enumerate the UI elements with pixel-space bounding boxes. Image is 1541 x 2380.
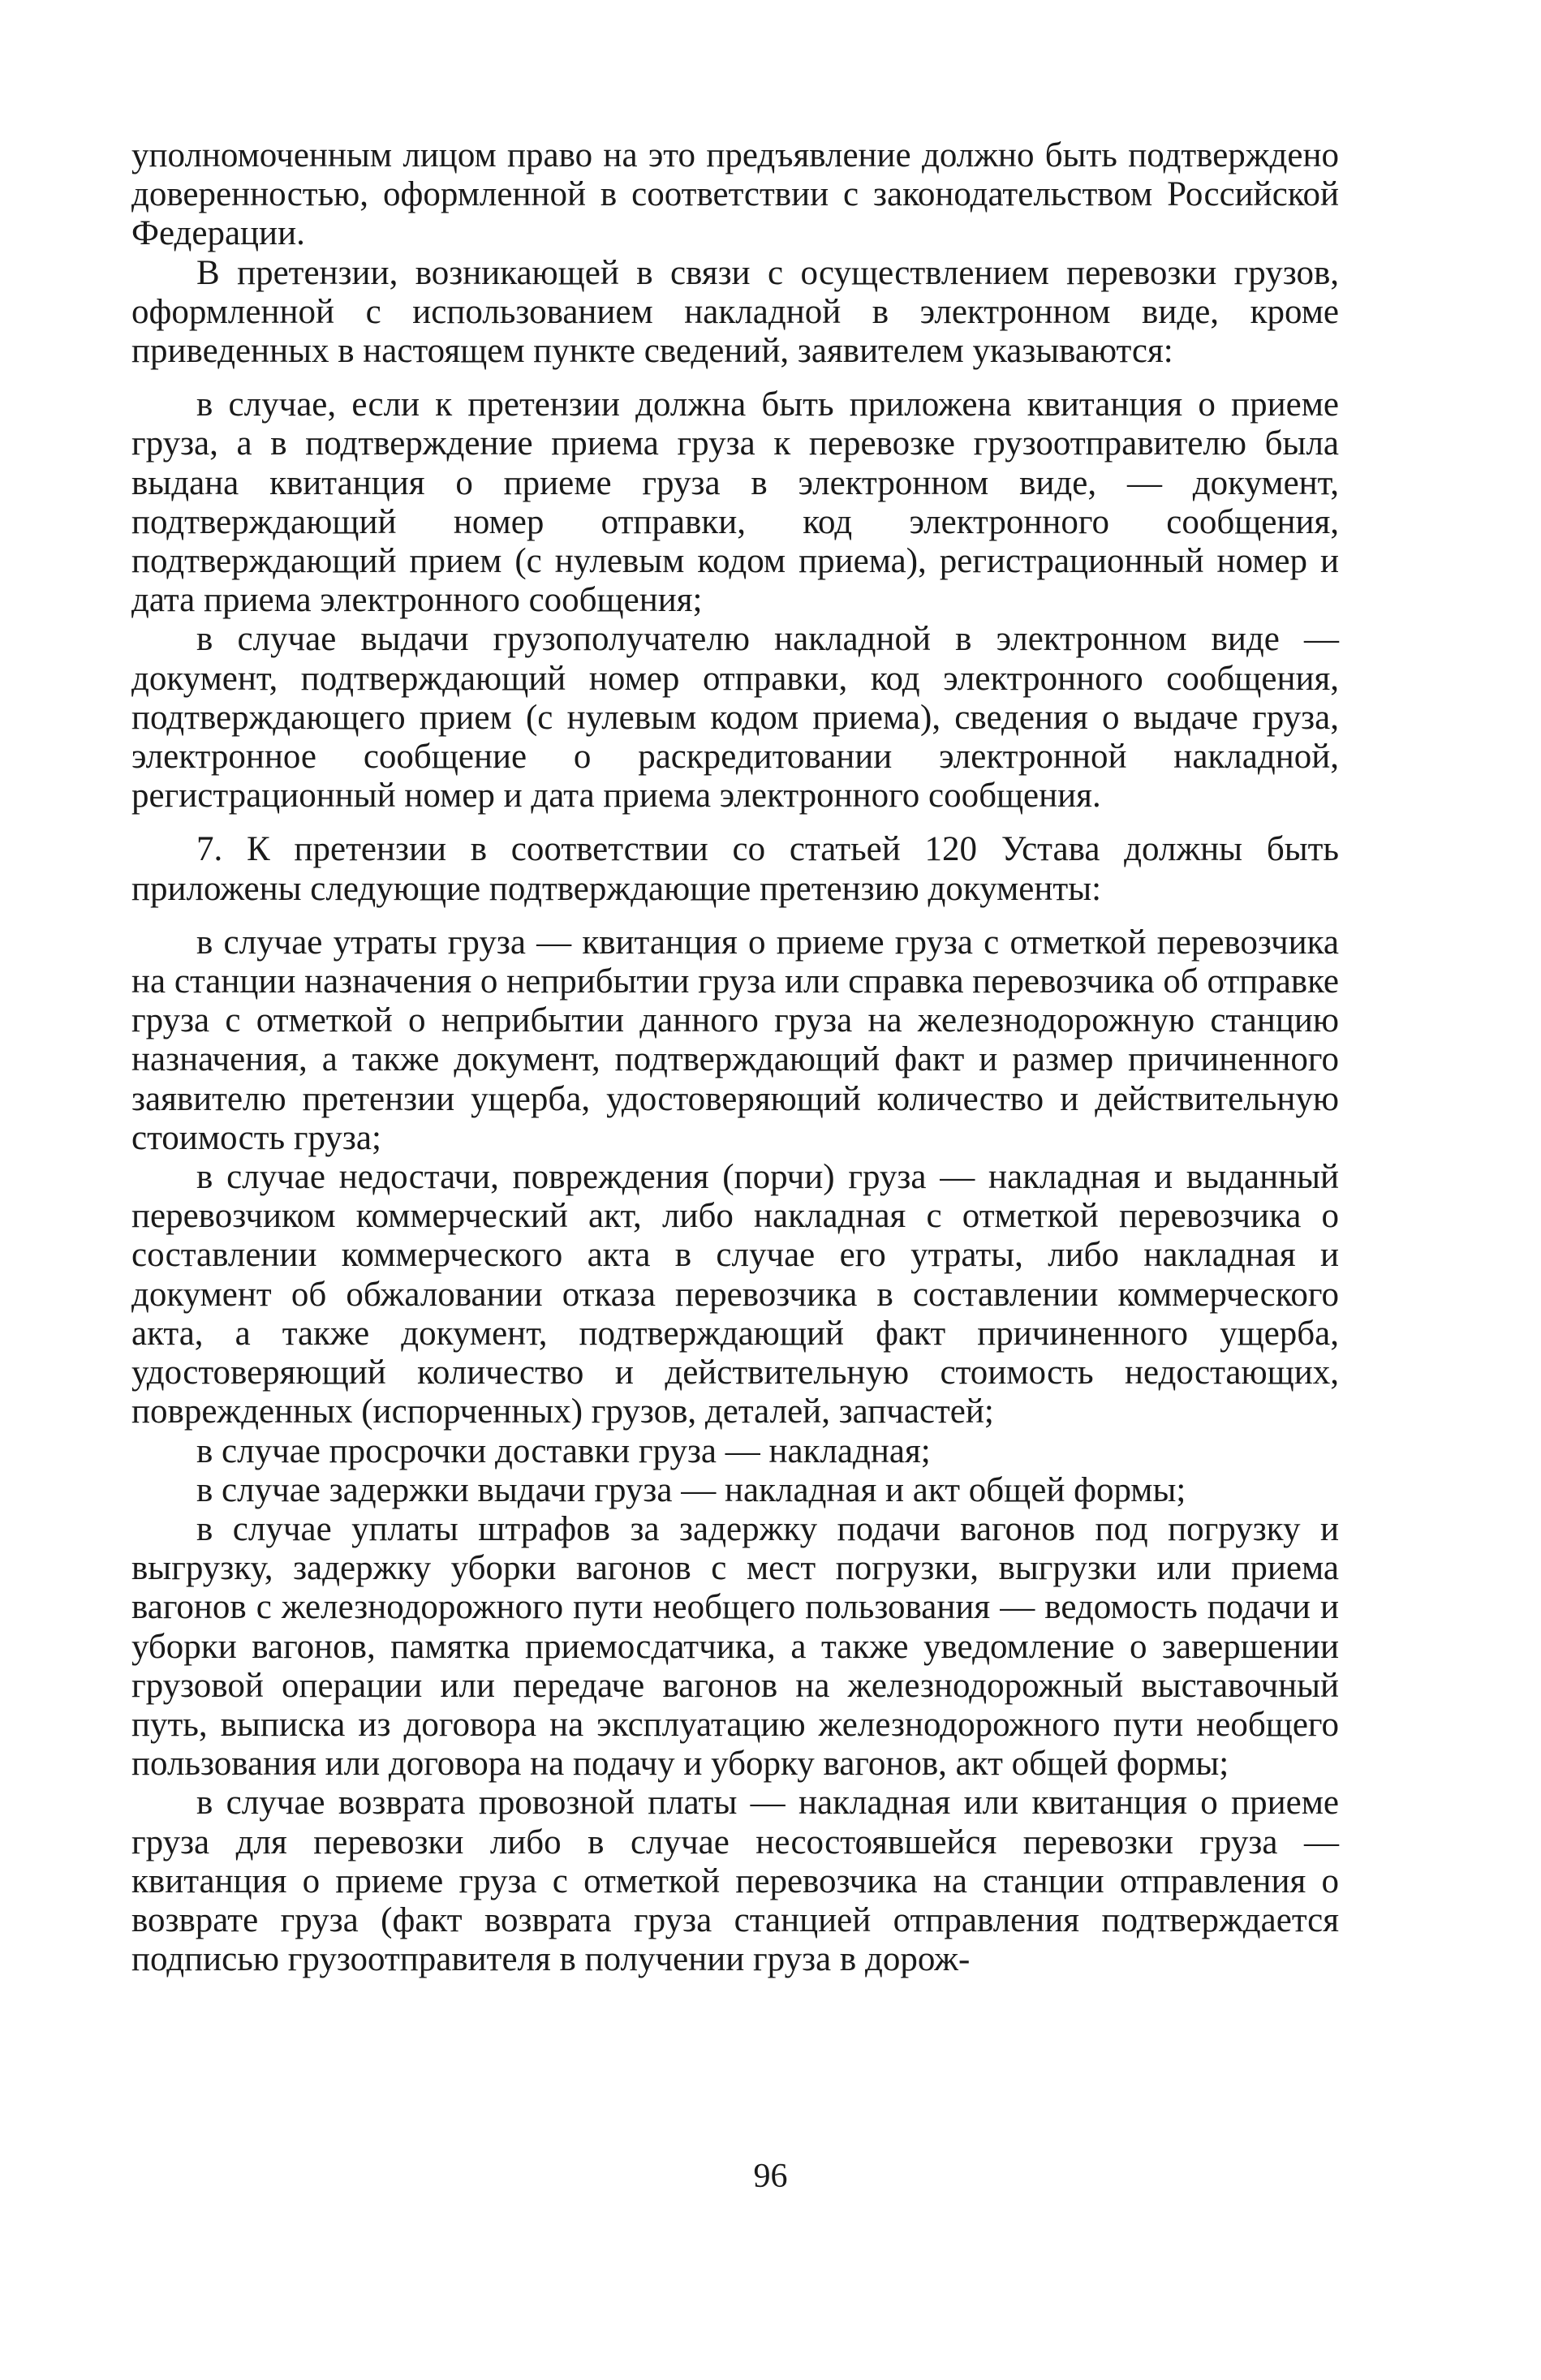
paragraph-shortage-case: в случае недостачи, повреждения (порчи) груза — накладная и выданный перевозчиком коммерческий акт, либо накладная с отметкой перевозчика о составлении коммерческого акта в случае его утраты, либо накладная и документ об обжаловании отказа перевозчика в составлении коммерческого акта, а также документ, подтверждающий факт причиненного ущерба, удостоверяющий количество и действительную стоимость недостающих, поврежденных (испорченных) грузов, деталей, запчастей; xyxy=(131,1158,1339,1431)
paragraph-loss-case: в случае утраты груза — квитанция о приеме груза с отметкой перевозчика на станции назначения о неприбытии груза или справка перевозчика об отправке груза с отметкой о неприбытии данного груза на железнодорожную станцию назначения, а также документ, подтверждающий факт и размер причиненного заявителю претензии ущерба, удостоверяющий количество и действительную стоимость груза; xyxy=(131,923,1339,1157)
page-number: 96 xyxy=(753,2158,788,2195)
paragraph-receipt-case: в случае, если к претензии должна быть приложена квитанция о приеме груза, а в подтверждение приема груза к перевозке грузоотправителю была выдана квитанция о приеме груза в электронном виде, — документ, подтверждающий номер отправки, код электронного сообщения, подтверждающий прием (с нулевым кодом приема), регистрационный номер и дата приема электронного сообщения; xyxy=(131,385,1339,620)
paragraph-refund-case: в случае возврата провозной платы — накладная или квитанция о приеме груза для перевозки либо в случае несостоявшейся перевозки груза — квитанция о приеме груза с отметкой перевозчика на станции отправления о возврате груза (факт возврата груза станцией отправления подтверждается подписью грузоотправителя в получении груза в дорож- xyxy=(131,1784,1339,1979)
paragraph-continuation: уполномоченным лицом право на это предъявление должно быть подтверждено доверенностью, оформленной в соответствии с законодательством Российской Федерации. xyxy=(131,136,1339,253)
paragraph-item-7: 7. К претензии в соответствии со статьей 120 Устава должны быть приложены следующие подтверждающие претензию документы: xyxy=(131,830,1339,908)
paragraph-claim-electronic: В претензии, возникающей в связи с осуществлением перевозки грузов, оформленной с использованием накладной в электронном виде, кроме приведенных в настоящем пункте сведений, заявителем указываются: xyxy=(131,253,1339,371)
paragraph-fines-case: в случае уплаты штрафов за задержку подачи вагонов под погрузку и выгрузку, задержку уборки вагонов с мест погрузки, выгрузки или приема вагонов с железнодорожного пути необщего пользования — ведомость подачи и уборки вагонов, памятка приемосдатчика, а также уведомление о завершении грузовой операции или передаче вагонов на железнодорожный выставочный путь, выписка из договора на эксплуатацию железнодорожного пути необщего пользования или договора на подачу и уборку вагонов, акт общей формы; xyxy=(131,1509,1339,1784)
paragraph-issue-case: в случае выдачи грузополучателю накладной в электронном виде — документ, подтверждающий номер отправки, код электронного сообщения, подтверждающего прием (с нулевым кодом приема), сведения о выдаче груза, электронное сообщение о раскредитовании электронной накладной, регистрационный номер и дата приема электронного сообщения. xyxy=(131,620,1339,816)
paragraph-delay-issue: в случае задержки выдачи груза — накладная и акт общей формы; xyxy=(196,1470,1186,1509)
paragraph-delay-delivery: в случае просрочки доставки груза — накладная; xyxy=(196,1431,931,1470)
page-body xyxy=(131,136,1339,1979)
